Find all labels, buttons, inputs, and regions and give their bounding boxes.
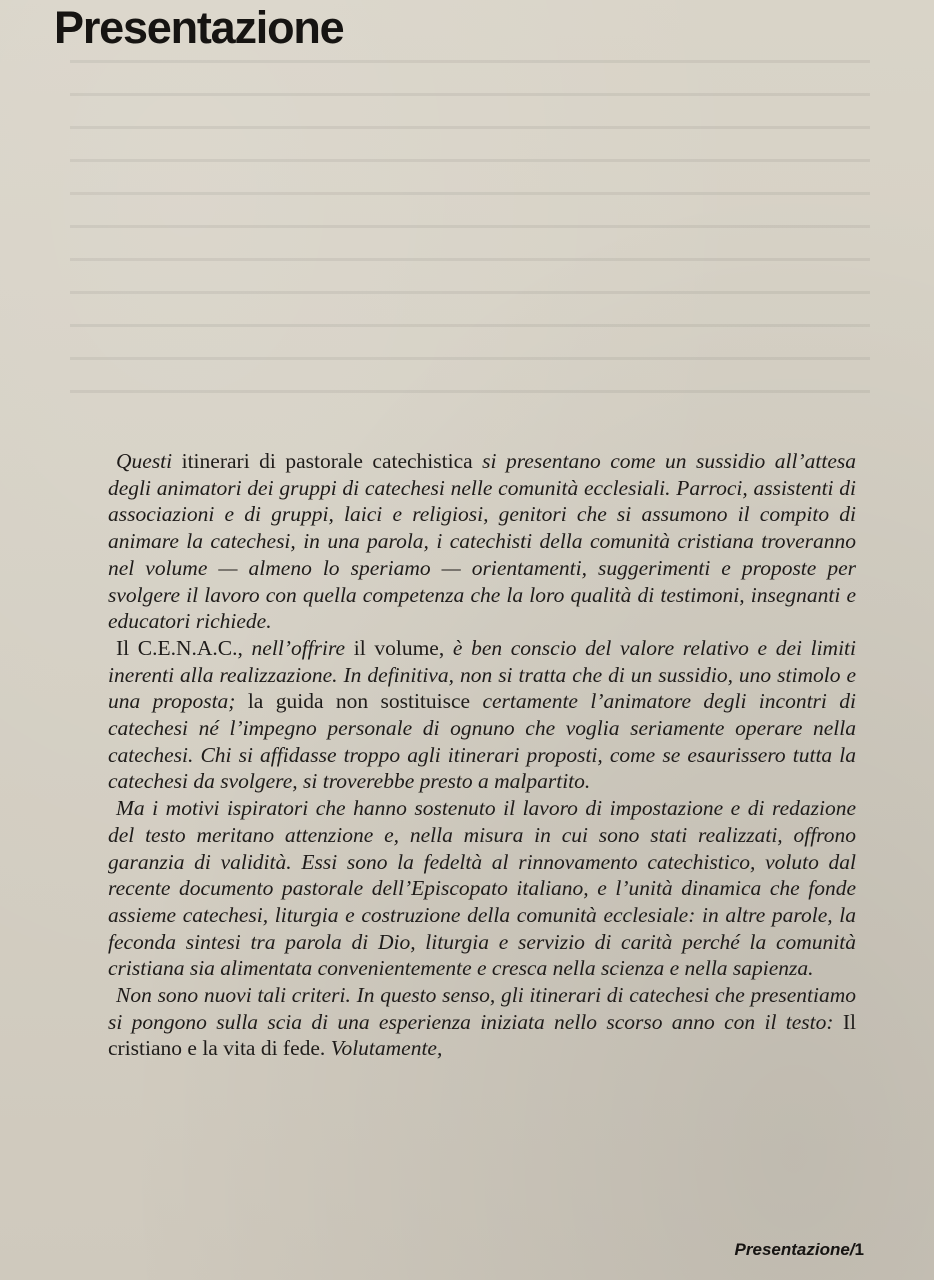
text-run: itinerari di pastorale catechistica [172, 449, 483, 473]
text-run: il volume, [353, 635, 445, 660]
text-run: certamente l’animatore degli incontri di catechesi né l’impegno personale di ognuno che voglia seriamente operare nella catechesi. Chi si affidasse troppo agli itinerari proposti, come se esaurissero tutta la catechesi da svolgere, si troverebbe presto a malpartito. [108, 689, 856, 794]
show-through-texture [70, 40, 870, 400]
running-footer-label: Presentazione/ [734, 1240, 855, 1259]
text-run: Questi [116, 449, 173, 473]
paragraph [108, 448, 856, 635]
paragraph [108, 982, 856, 1062]
page-number: 1 [854, 1240, 864, 1259]
body-text [108, 448, 856, 1062]
text-run: si presentano come un sussidio all’attesa degli animatori dei gruppi di catechesi nelle comunità ecclesiali. Parroci, assistenti di associazioni e di gruppi, laici e religiosi, genitori che si assumono il compito di animare la catechesi, in una parola, i catechisti della comunità cristiana troveranno nel volume — almeno lo speriamo — orientamenti, suggerimenti e proposte per svolgere il lavoro con quella competenza che la loro qualità di testimoni, insegnanti e educatori richiede. [108, 449, 856, 634]
text-run: è ben conscio del valore relativo e dei limiti inerenti alla realizzazione. In definitiva, non si tratta che di un sussidio, uno stimolo e una proposta; [108, 635, 857, 714]
text-run: la guida non sostituisce [247, 689, 471, 714]
paragraph [108, 635, 856, 795]
text-run: Ma i motivi ispiratori che hanno sostenuto il lavoro di impostazione e di redazione del testo meritano attenzione e, nella misura in cui sono stati realizzati, offrono garanzia di validità. Essi sono la fedeltà al rinnovamento catechistico, voluto dal recente documento pastorale dell’Episcopato italiano, e l’unità dinamica che fonde assieme catechesi, liturgia e costruzione della comunità ecclesiale: in altre parole, la feconda sintesi tra parola di Dio, liturgia e servizio di carità perché la comunità cristiana sia alimentata convenientemente e cresca nella scienza e nella sapienza. [108, 796, 856, 981]
text-run: Volutamente, [325, 1036, 443, 1061]
text-run: nell’offrire [242, 635, 354, 660]
text-run: Il C.E.N.A.C., [116, 635, 243, 660]
text-run: Non sono nuovi tali criteri. In questo senso, gli itinerari di catechesi che presentiamo si pongono sulla scia di una esperienza iniziata nello scorso anno con il testo: [108, 983, 856, 1034]
paragraph [108, 795, 856, 982]
page-title: Presentazione [54, 2, 344, 53]
text-run: Il cristiano e la vita di fede. [108, 1009, 856, 1061]
page-footer [735, 1240, 864, 1260]
